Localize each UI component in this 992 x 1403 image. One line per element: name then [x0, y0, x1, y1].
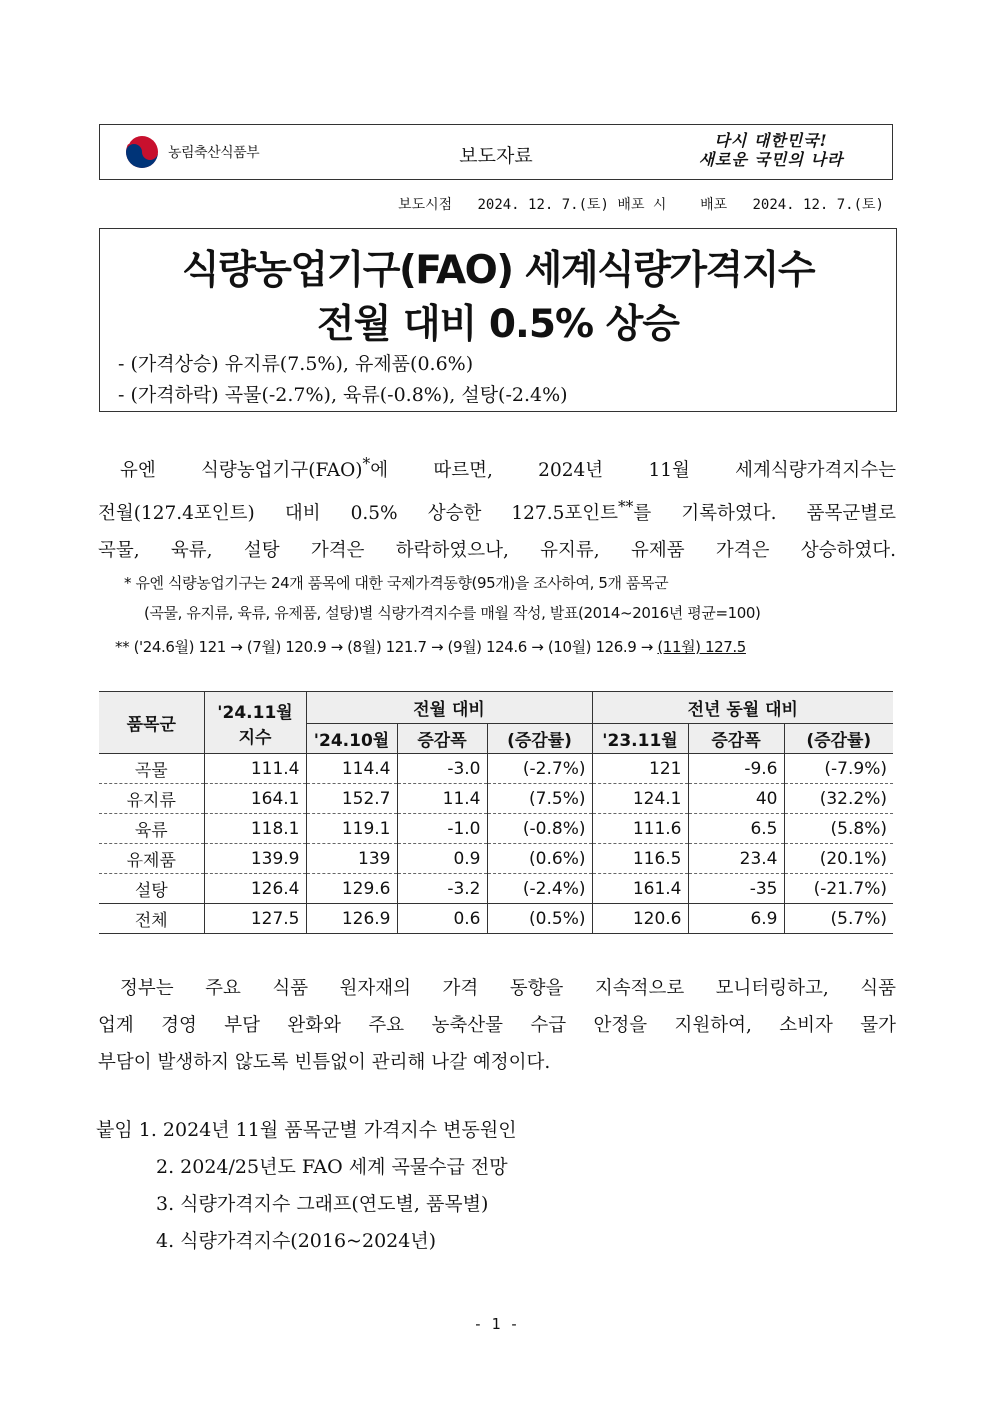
cell-change: -1.0: [397, 814, 487, 844]
cell-prev-year: 116.5: [592, 844, 688, 874]
slogan: [686, 131, 856, 169]
paragraph-line: [98, 970, 896, 1007]
cell-change: -3.0: [397, 754, 487, 784]
cell-category: 육류: [99, 814, 204, 844]
cell-change-yoy: 40: [688, 784, 784, 814]
cell-rate: (0.6%): [487, 844, 592, 874]
headline-line-2: 전월 대비 0.5% 상승: [317, 302, 679, 347]
table-row-total: [99, 904, 893, 934]
cell-prev-month: 139: [306, 844, 397, 874]
release-info: 보도시점 2024. 12. 7.(토) 배포 시 배포 2024. 12. 7.(토): [398, 197, 884, 213]
subtitle-price-down: - (가격하락) 곡물(-2.7%), 육류(-0.8%), 설탕(-2.4%): [118, 384, 568, 406]
cell-prev-year: 161.4: [592, 874, 688, 904]
cell-prev-year: 111.6: [592, 814, 688, 844]
cell-prev-year: 124.1: [592, 784, 688, 814]
attachment-label: 붙임: [96, 1119, 133, 1141]
cell-rate-yoy: (32.2%): [784, 784, 893, 814]
header-rate: (증감률): [487, 724, 592, 754]
cell-category: 유지류: [99, 784, 204, 814]
table-row: [99, 844, 893, 874]
header-change-yoy: 증감폭: [688, 724, 784, 754]
paragraph-line: 업계 경영 부담 완화와 주요 농축산물 수급 안정을 지원하여, 소비자 물가: [98, 1015, 896, 1036]
paragraph-line: [98, 489, 896, 532]
attachment-item-3: [96, 1189, 488, 1216]
text-span: 에 따르면, 2024년 11월 세계식량가격지수는: [370, 460, 897, 482]
cell-prev-month: 129.6: [306, 874, 397, 904]
cell-rate: (7.5%): [487, 784, 592, 814]
footnote-marker: **: [617, 498, 634, 517]
cell-category: 전체: [99, 904, 204, 934]
subtitle-price-up: - (가격상승) 유지류(7.5%), 유제품(0.6%): [118, 353, 474, 375]
body-paragraph-1: [98, 446, 896, 569]
paragraph-line: 부담이 발생하지 않도록 빈틈없이 관리해 나갈 예정이다.: [98, 1052, 551, 1073]
table-row: [99, 814, 893, 844]
cell-category: 유제품: [99, 844, 204, 874]
attachment-item-2: [96, 1152, 508, 1179]
footnote-1: * 유엔 식량농업기구는 24개 품목에 대한 국제가격동향(95개)을 조사하여, 5개 품목군: [124, 574, 669, 592]
headline-line-1: 식량농업기구(FAO) 세계식량가격지수: [181, 248, 815, 293]
footnote-marker: *: [362, 455, 371, 473]
text-span: 정부는 주요 식품 원자재의 가격 동향을 지속적으로 모니터링하고, 식품: [120, 978, 896, 999]
cell-prev-month: 126.9: [306, 904, 397, 934]
cell-rate: (-2.7%): [487, 754, 592, 784]
text-span: 전월(127.4포인트) 대비 0.5% 상승한 127.5포인트: [98, 503, 618, 525]
attachment-item-4: [96, 1226, 436, 1253]
cell-index: 111.4: [204, 754, 306, 784]
paragraph-line: [98, 446, 896, 489]
header-index: '24.11월 지수: [204, 692, 306, 754]
cell-prev-year: 120.6: [592, 904, 688, 934]
price-index-table: [99, 691, 893, 934]
slogan-line-2: 새로운 국민의 나라: [698, 150, 844, 169]
cell-change-yoy: 6.9: [688, 904, 784, 934]
cell-change: -3.2: [397, 874, 487, 904]
cell-index: 127.5: [204, 904, 306, 934]
header-group: 품목군: [99, 692, 204, 754]
header-rate-yoy: (증감률): [784, 724, 893, 754]
title-box: [99, 228, 897, 412]
underlined-value: (11월) 127.5: [657, 638, 746, 656]
cell-change-yoy: 6.5: [688, 814, 784, 844]
header-prev-month: '24.10월: [306, 724, 397, 754]
cell-rate-yoy: (-21.7%): [784, 874, 893, 904]
cell-change: 11.4: [397, 784, 487, 814]
cell-prev-month: 119.1: [306, 814, 397, 844]
cell-change-yoy: -35: [688, 874, 784, 904]
cell-change: 0.6: [397, 904, 487, 934]
cell-rate-yoy: (-7.9%): [784, 754, 893, 784]
cell-rate: (0.5%): [487, 904, 592, 934]
attachment-text: 4. 식량가격지수(2016~2024년): [156, 1230, 437, 1252]
page-number: - 1 -: [473, 1315, 519, 1333]
cell-prev-year: 121: [592, 754, 688, 784]
table-row: [99, 874, 893, 904]
cell-change-yoy: 23.4: [688, 844, 784, 874]
ministry-name: 농림축산식품부: [168, 145, 260, 161]
header-box: [99, 124, 893, 180]
header-prev-year: '23.11월: [592, 724, 688, 754]
cell-rate: (-2.4%): [487, 874, 592, 904]
header-change: 증감폭: [397, 724, 487, 754]
text-span: 를 기록하였다. 품목군별로: [633, 503, 896, 525]
cell-prev-month: 152.7: [306, 784, 397, 814]
cell-index: 139.9: [204, 844, 306, 874]
text-span: 유엔 식량농업기구(FAO): [120, 460, 363, 482]
cell-index: 164.1: [204, 784, 306, 814]
cell-rate: (-0.8%): [487, 814, 592, 844]
cell-change: 0.9: [397, 844, 487, 874]
slogan-line-1: 다시 대한민국!: [714, 131, 828, 150]
header-mom: 전월 대비: [306, 692, 592, 724]
attachment-item-1: [96, 1115, 517, 1142]
attachment-text: 3. 식량가격지수 그래프(연도별, 품목별): [156, 1193, 489, 1215]
body-paragraph-2: [98, 970, 896, 1081]
attachment-text: 2. 2024/25년도 FAO 세계 곡물수급 전망: [156, 1156, 508, 1178]
cell-rate-yoy: (5.7%): [784, 904, 893, 934]
cell-change-yoy: -9.6: [688, 754, 784, 784]
text-span: ** ('24.6월) 121 → (7월) 120.9 → (8월) 121.7 → (9월) 124.6 → (10월) 126.9 →: [115, 638, 658, 656]
footnote-2: [115, 637, 746, 657]
cell-prev-month: 114.4: [306, 754, 397, 784]
cell-category: 설탕: [99, 874, 204, 904]
paragraph-line: 곡물, 육류, 설탕 가격은 하락하였으나, 유지류, 유제품 가격은 상승하였다.: [98, 540, 896, 562]
cell-rate-yoy: (20.1%): [784, 844, 893, 874]
attachment-text: 1. 2024년 11월 품목군별 가격지수 변동원인: [138, 1119, 517, 1141]
header-yoy: 전년 동월 대비: [592, 692, 893, 724]
table-row: [99, 784, 893, 814]
press-release-label: 보도자료: [459, 145, 533, 167]
footnote-1-cont: (곡물, 유지류, 육류, 유제품, 설탕)별 식량가격지수를 매월 작성, 발표(2014~2016년 평균=100): [144, 604, 761, 622]
cell-rate-yoy: (5.8%): [784, 814, 893, 844]
cell-category: 곡물: [99, 754, 204, 784]
cell-index: 118.1: [204, 814, 306, 844]
cell-index: 126.4: [204, 874, 306, 904]
table-row: [99, 754, 893, 784]
